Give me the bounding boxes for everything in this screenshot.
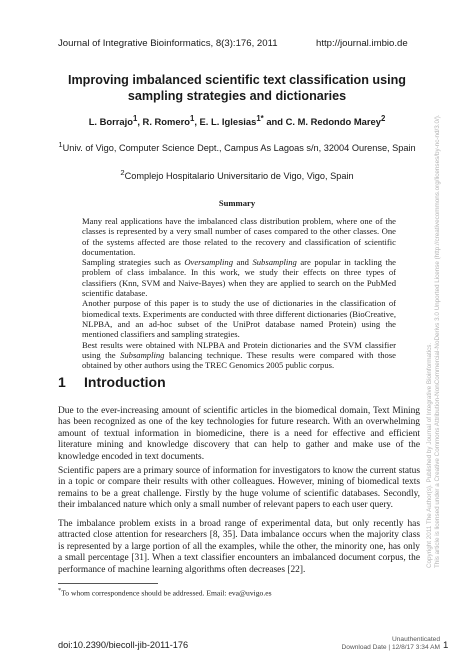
footnote-rule <box>58 583 158 584</box>
author-affil-mark: 2 <box>380 114 386 123</box>
affiliation-1 <box>40 140 434 153</box>
summary-heading: Summary <box>218 198 256 208</box>
author-list: L. Borrajo$^1$, R. Romero$^1$, E. L. Iglesias$^{1*}$ and C. M. Redondo Marey$^2$ <box>88 114 386 128</box>
author-name: R. Romero <box>142 116 190 128</box>
body-paragraph-1: Due to the ever-increasing amount of scientific articles in the biomedical domain, Text Mining has been recognized as one of the key technologies for future research. With an overwhelming amount of textual information in biomedicine, there is a need for effective and efficient literature mining and knowledge discovery that can help to gather and make use of the knowledge encoded in text documents. <box>58 406 420 462</box>
license-line: This article is licensed under a Creative Commons Attribution-NonCommercial-NoDerivs 3.0 Unported License (http://creativecommons.org/licenses/by-nc-nd/3.0/). <box>433 114 441 568</box>
section-title: Introduction <box>84 374 166 390</box>
author-affil-mark: 1 <box>132 114 138 123</box>
affiliation-2 <box>40 168 434 181</box>
footnote-text: To whom correspondence should be addressed. Email: eva@uvigo.es <box>61 588 272 598</box>
download-stamp <box>340 636 440 653</box>
author-affil-mark: 1* <box>256 114 264 123</box>
footnote-mark: * <box>58 587 62 594</box>
copyright-side-notice <box>426 88 442 568</box>
page-number: 1 <box>443 640 449 651</box>
affil-mark: 1 <box>58 140 63 149</box>
affil-text: Complejo Hospitalario Universitario de Vigo, Vigo, Spain <box>124 171 354 182</box>
body-paragraph-2: Scientific papers are a primary source of information for investigators to know the current status in a topic or compare their results with other colleagues. However, mining of biomedical texts remains to be a great challenge. Firstly by the huge volume of scientific databases. Secondly, their imbalanced nature which only a small number of relevant papers to each user query. <box>58 466 420 511</box>
abstract-paragraph: Sampling strategies such as Oversampling and Subsampling are popular in tackling the problem of class imbalance. In this work, we study their effects on three types of classifiers (Knn, SVM and Naive-Bayes) when they are applied to search on the PubMed scientific database. <box>82 257 396 299</box>
author-name: E. L. Iglesias <box>199 116 257 128</box>
affil-text: Univ. of Vigo, Computer Science Dept., Campus As Lagoas s/n, 32004 Ourense, Spain <box>62 143 416 154</box>
abstract <box>82 216 396 370</box>
abstract-paragraph: Another purpose of this paper is to study the use of dictionaries in the classification of biomedical texts. Experiments are conducted with three different dictionaries (BioCreative, NLPBA, and an ad-hoc subset of the UniProt database named Protein) using the mentioned classifiers and sampling strategies. <box>82 298 396 340</box>
author-name: C. M. Redondo Marey <box>285 116 381 128</box>
journal-url[interactable]: http://journal.imbio.de <box>316 38 408 49</box>
doi-link[interactable]: doi:10.2390/biecoll-jib-2011-176 <box>58 640 189 650</box>
abstract-paragraph: Many real applications have the imbalanced class distribution problem, where one of the classes is represented by a very small number of cases compared to the other classes. One of the systems affected are those related to the recovery and classification of scientific documentation. <box>82 216 396 257</box>
abstract-paragraph: Best results were obtained with NLPBA and Protein dictionaries and the SVM classifier using the Subsampling balancing technique. These results were compared with those obtained by other authors using the TREC Genomics 2005 public corpus. <box>82 339 396 371</box>
author-name: L. Borrajo <box>88 116 133 128</box>
unauth-label: Unauthenticated <box>391 636 440 643</box>
author-affil-mark: 1 <box>189 114 195 123</box>
section-number: 1 <box>58 374 66 390</box>
section-heading <box>58 374 166 390</box>
affil-mark: 2 <box>120 168 125 177</box>
journal-citation: Journal of Integrative Bioinformatics, 8(3):176, 2011 <box>58 38 278 49</box>
body-paragraph-3: The imbalance problem exists in a broad range of experimental data, but only recently has attracted close attention for researchers [8, 35]. Data imbalance occurs when the majority class is represented by a large portion of all the examples, while the other, the minority one, has only a small percentage [31]. When a text classifier encounters an imbalanced document corpus, the performance of machine learning algorithms often decreases [22]. <box>58 519 420 575</box>
footnote <box>58 587 272 598</box>
download-date: Download Date | 12/8/17 3:34 AM <box>341 644 440 652</box>
copyright-line: Copyright 2011 The Author(s). Published by Journal of Integrative Bioinformatics. <box>426 342 433 568</box>
paper-title: Improving imbalanced scientific text classification using sampling strategies and dictionaries <box>67 73 407 103</box>
